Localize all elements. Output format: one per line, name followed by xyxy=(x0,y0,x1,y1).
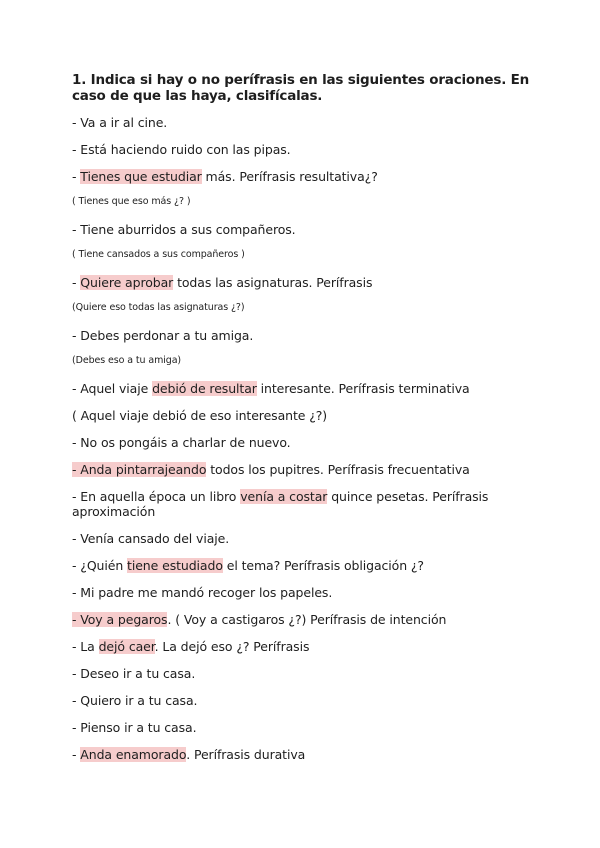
sentence-text: ( Tiene cansados a sus compañeros ) xyxy=(72,249,245,260)
sentence-list xyxy=(72,115,532,762)
sentence-text: - La xyxy=(72,639,99,654)
sentence-line xyxy=(72,693,532,708)
highlighted-periphrasis: Tienes que estudiar xyxy=(80,169,202,184)
sentence-text: (Debes eso a tu amiga) xyxy=(72,355,182,366)
sentence-line xyxy=(72,435,532,450)
sentence-line xyxy=(72,747,532,762)
sentence-text: - xyxy=(72,169,81,184)
sentence-text: - Está haciendo ruido con las pipas. xyxy=(72,142,291,157)
sentence-text: (Quiere eso todas las asignaturas ¿?) xyxy=(72,302,245,313)
sentence-text: - No os pongáis a charlar de nuevo. xyxy=(72,435,291,450)
sentence-line xyxy=(72,612,532,627)
sentence-text: el tema? Perífrasis obligación ¿? xyxy=(222,558,424,573)
annotation-line xyxy=(72,196,532,208)
sentence-text: - Venía cansado del viaje. xyxy=(72,531,230,546)
document-page xyxy=(72,72,532,774)
sentence-line xyxy=(72,169,532,184)
sentence-line xyxy=(72,462,532,477)
sentence-line xyxy=(72,531,532,546)
sentence-line xyxy=(72,328,532,343)
annotation-line xyxy=(72,249,532,261)
sentence-line xyxy=(72,381,532,396)
sentence-text: - Va a ir al cine. xyxy=(72,115,168,130)
highlighted-periphrasis: tiene estudiado xyxy=(127,558,223,573)
sentence-text: quince pesetas. Perífrasis aproximación xyxy=(72,489,489,519)
highlighted-periphrasis: debió de resultar xyxy=(152,381,257,396)
highlighted-periphrasis: - Voy a pegaros xyxy=(72,612,168,627)
sentence-line xyxy=(72,720,532,735)
sentence-text: - xyxy=(72,747,81,762)
sentence-text: . La dejó eso ¿? Perífrasis xyxy=(154,639,310,654)
sentence-line xyxy=(72,275,532,290)
sentence-text: - ¿Quién xyxy=(72,558,128,573)
sentence-text: - Tiene aburridos a sus compañeros. xyxy=(72,222,296,237)
sentence-text: . ( Voy a castigaros ¿?) Perífrasis de intención xyxy=(167,612,447,627)
sentence-text: - Aquel viaje xyxy=(72,381,153,396)
sentence-line xyxy=(72,222,532,237)
highlighted-periphrasis: Quiere aprobar xyxy=(80,275,174,290)
sentence-line xyxy=(72,142,532,157)
sentence-text: - Quiero ir a tu casa. xyxy=(72,693,198,708)
sentence-line xyxy=(72,408,532,423)
sentence-line xyxy=(72,666,532,681)
sentence-text: más. Perífrasis resultativa¿? xyxy=(201,169,378,184)
sentence-text: - Pienso ir a tu casa. xyxy=(72,720,197,735)
highlighted-periphrasis: - Anda pintarrajeando xyxy=(72,462,207,477)
exercise-title: 1. Indica si hay o no perífrasis en las siguientes oraciones. En caso de que las haya, clasifícalas. xyxy=(72,72,530,104)
highlighted-periphrasis: Anda enamorado xyxy=(80,747,187,762)
sentence-text: interesante. Perífrasis terminativa xyxy=(256,381,470,396)
highlighted-periphrasis: venía a costar xyxy=(240,489,328,504)
sentence-text: - xyxy=(72,275,81,290)
sentence-text: ( Tienes que eso más ¿? ) xyxy=(72,196,191,207)
sentence-line xyxy=(72,115,532,130)
sentence-text: todas las asignaturas. Perífrasis xyxy=(173,275,373,290)
sentence-text: - Deseo ir a tu casa. xyxy=(72,666,196,681)
annotation-line xyxy=(72,355,532,367)
sentence-text: - En aquella época un libro xyxy=(72,489,241,504)
sentence-text: - Mi padre me mandó recoger los papeles. xyxy=(72,585,333,600)
sentence-text: - Debes perdonar a tu amiga. xyxy=(72,328,254,343)
sentence-text: todos los pupitres. Perífrasis frecuentativa xyxy=(206,462,470,477)
highlighted-periphrasis: dejó caer xyxy=(98,639,155,654)
sentence-line xyxy=(72,558,532,573)
sentence-line xyxy=(72,639,532,654)
annotation-line xyxy=(72,302,532,314)
sentence-text: . Perífrasis durativa xyxy=(186,747,306,762)
sentence-line xyxy=(72,489,532,519)
sentence-line xyxy=(72,585,532,600)
sentence-text: ( Aquel viaje debió de eso interesante ¿?) xyxy=(72,408,328,423)
